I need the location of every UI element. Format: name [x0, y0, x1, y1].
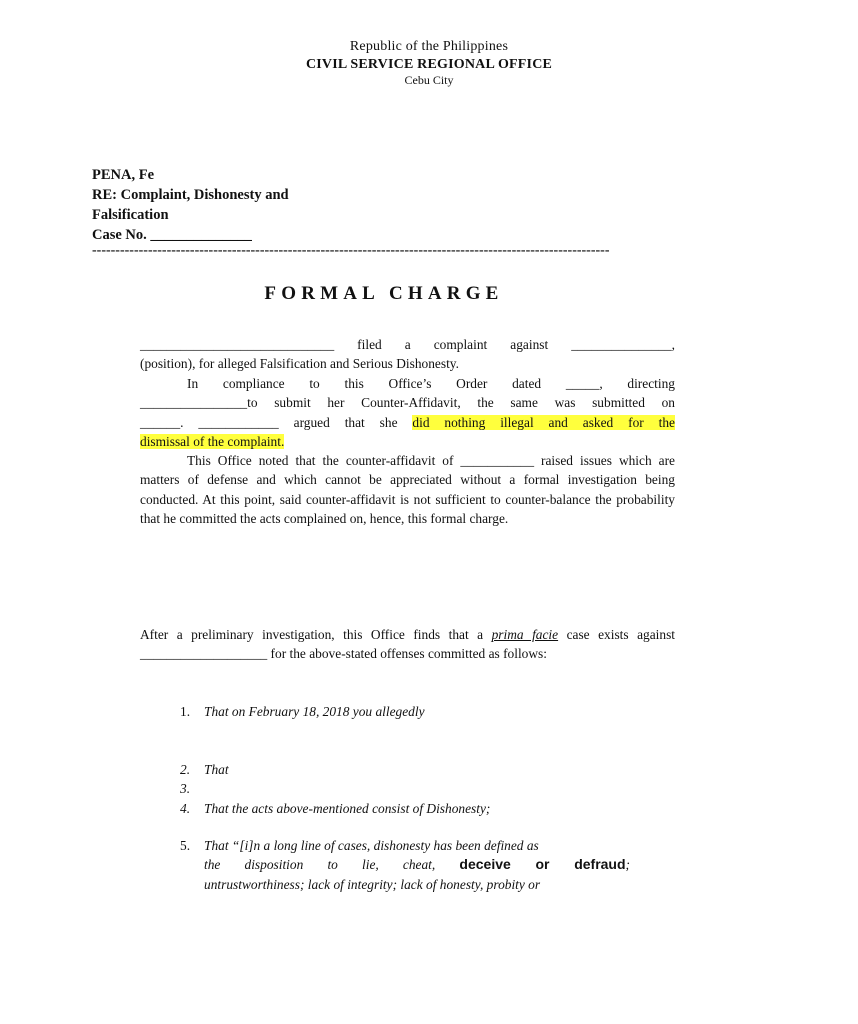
list-number: 4.	[180, 800, 191, 816]
complaint-line-1: _____________________________ filed a complaint against _______________,	[140, 337, 675, 352]
list-item-text: That on February 18, 2018 you allegedly	[204, 704, 425, 719]
highlight-text-2: dismissal of the complaint.	[140, 433, 285, 449]
office-name: CIVIL SERVICE REGIONAL OFFICE	[305, 57, 553, 72]
item5-line-1: That “[i]n a long line of cases, dishonesty has been defined as	[204, 838, 539, 853]
charge-item-1	[180, 702, 630, 721]
preliminary-post: case exists against ___________________ for the above-stated offenses committed as follows:	[140, 627, 675, 662]
document-title: FORMAL CHARGE	[264, 283, 504, 304]
complaint-line-2: (position), for alleged Falsification and Serious Dishonesty.	[140, 356, 459, 372]
re-line-2: Falsification	[92, 207, 169, 223]
respondent-name: PENA, Fe	[92, 167, 155, 183]
compliance-line-1: In compliance to this Office’s Order dated _____, directing	[187, 376, 675, 391]
list-item-text	[204, 779, 630, 798]
list-number: 1.	[180, 704, 191, 719]
list-number: 3.	[180, 781, 191, 797]
preliminary-pre: After a preliminary investigation, this Office finds that a	[140, 627, 492, 642]
re-line-1: RE: Complaint, Dishonesty and	[92, 187, 289, 203]
republic-line: Republic of the Philippines	[349, 39, 509, 54]
compliance-line-4	[140, 432, 675, 451]
prima-facie-text: prima facie	[491, 627, 559, 642]
item5-text-c: ;	[625, 857, 630, 873]
item5-line-2	[204, 855, 630, 874]
list-item-text: That the acts above-mentioned consist of Dishonesty;	[204, 800, 491, 816]
item5-text-b: the disposition to lie, cheat,	[204, 857, 460, 873]
compliance-line-2: ________________to submit her Counter-Affidavit, the same was submitted on	[140, 395, 675, 411]
dashed-separator: ---------------------------------------------------------------------------------------------------------------	[92, 243, 610, 258]
case-details	[92, 165, 289, 245]
deceive-defraud-text: deceive or defraud	[459, 856, 626, 873]
letterhead	[0, 38, 858, 88]
list-item-text: That	[204, 762, 229, 777]
list-number: 2.	[180, 762, 191, 777]
list-number: 5.	[180, 838, 191, 853]
office-city: Cebu City	[404, 73, 454, 87]
compliance-text: ______. ____________ argued that she	[140, 414, 413, 430]
charge-item-5	[180, 836, 630, 894]
paragraph-complaint	[140, 335, 675, 374]
case-number: Case No. ______________	[92, 227, 252, 243]
paragraph-office-noted: This Office noted that the counter-affidavit of ___________ raised issues which are matters of defense and which cannot be appreciated without a formal investigation being conducted. At this point, said counter-affidavit is not sufficient to counter-balance the probability that he committed the acts complained on, hence, this formal charge.	[140, 453, 675, 526]
paragraph-preliminary	[140, 625, 675, 664]
charge-items-2-4	[180, 760, 630, 818]
highlight-text-1: did nothing illegal and asked for the	[412, 414, 675, 430]
item5-line-3: untrustworthiness; lack of integrity; lack of honesty, probity or	[204, 876, 541, 892]
compliance-line-3	[140, 413, 675, 432]
paragraph-compliance	[140, 374, 675, 451]
